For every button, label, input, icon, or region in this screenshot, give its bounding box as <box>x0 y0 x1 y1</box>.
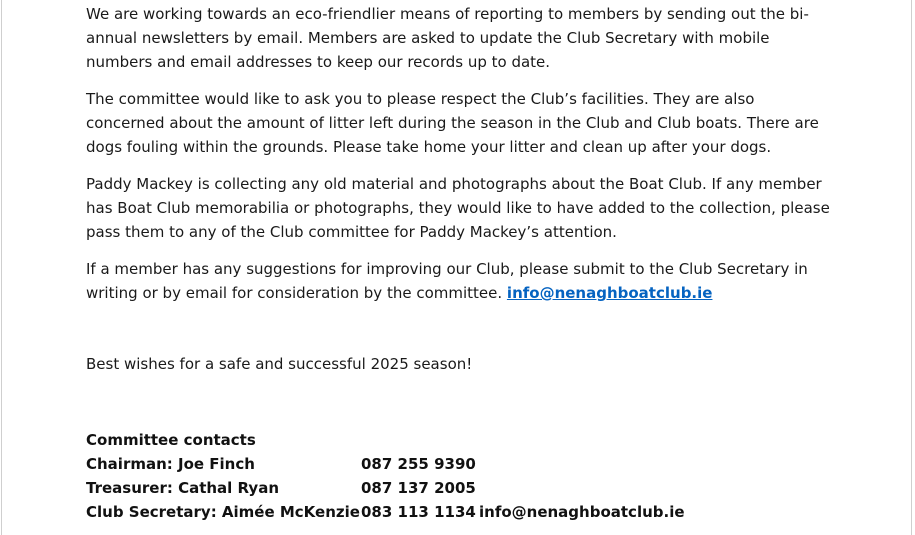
secretary-email: info@nenaghboatclub.ie <box>479 503 685 521</box>
paragraph-newsletter: We are working towards an eco-friendlier means of reporting to members by sending out the bi-annual newsletters by email. Members are asked to update the Club Secretary with mobile numbers and email addresses to keep our records up to date. <box>86 5 809 71</box>
chairman-name: Chairman: Joe Finch <box>86 455 255 473</box>
chairman-phone: 087 255 9390 <box>361 455 476 473</box>
secretary-phone: 083 113 1134 <box>361 503 476 521</box>
treasurer-phone: 087 137 2005 <box>361 479 476 497</box>
document-page <box>1 0 912 535</box>
paragraph-memorabilia: Paddy Mackey is collecting any old material and photographs about the Boat Club. If any member has Boat Club memorabilia or photographs, they would like to have added to the collection, please pass them to any of the Club committee for Paddy Mackey’s attention. <box>86 175 830 241</box>
treasurer-name: Treasurer: Cathal Ryan <box>86 479 279 497</box>
contacts-heading: Committee contacts <box>86 431 256 449</box>
best-wishes: Best wishes for a safe and successful 2025 season! <box>86 355 473 373</box>
secretary-name: Club Secretary: Aimée McKenzie <box>86 503 360 521</box>
email-link[interactable]: info@nenaghboatclub.ie <box>506 284 713 302</box>
paragraph-suggestions <box>86 257 831 305</box>
paragraph-facilities: The committee would like to ask you to please respect the Club’s facilities. They are also concerned about the amount of litter left during the season in the Club and Club boats. There are dogs fouling within the grounds. Please take home your litter and clean up after your dogs. <box>86 90 819 156</box>
suggestions-text: If a member has any suggestions for improving our Club, please submit to the Club Secretary in writing or by email for consideration by the committee. <box>86 260 808 302</box>
